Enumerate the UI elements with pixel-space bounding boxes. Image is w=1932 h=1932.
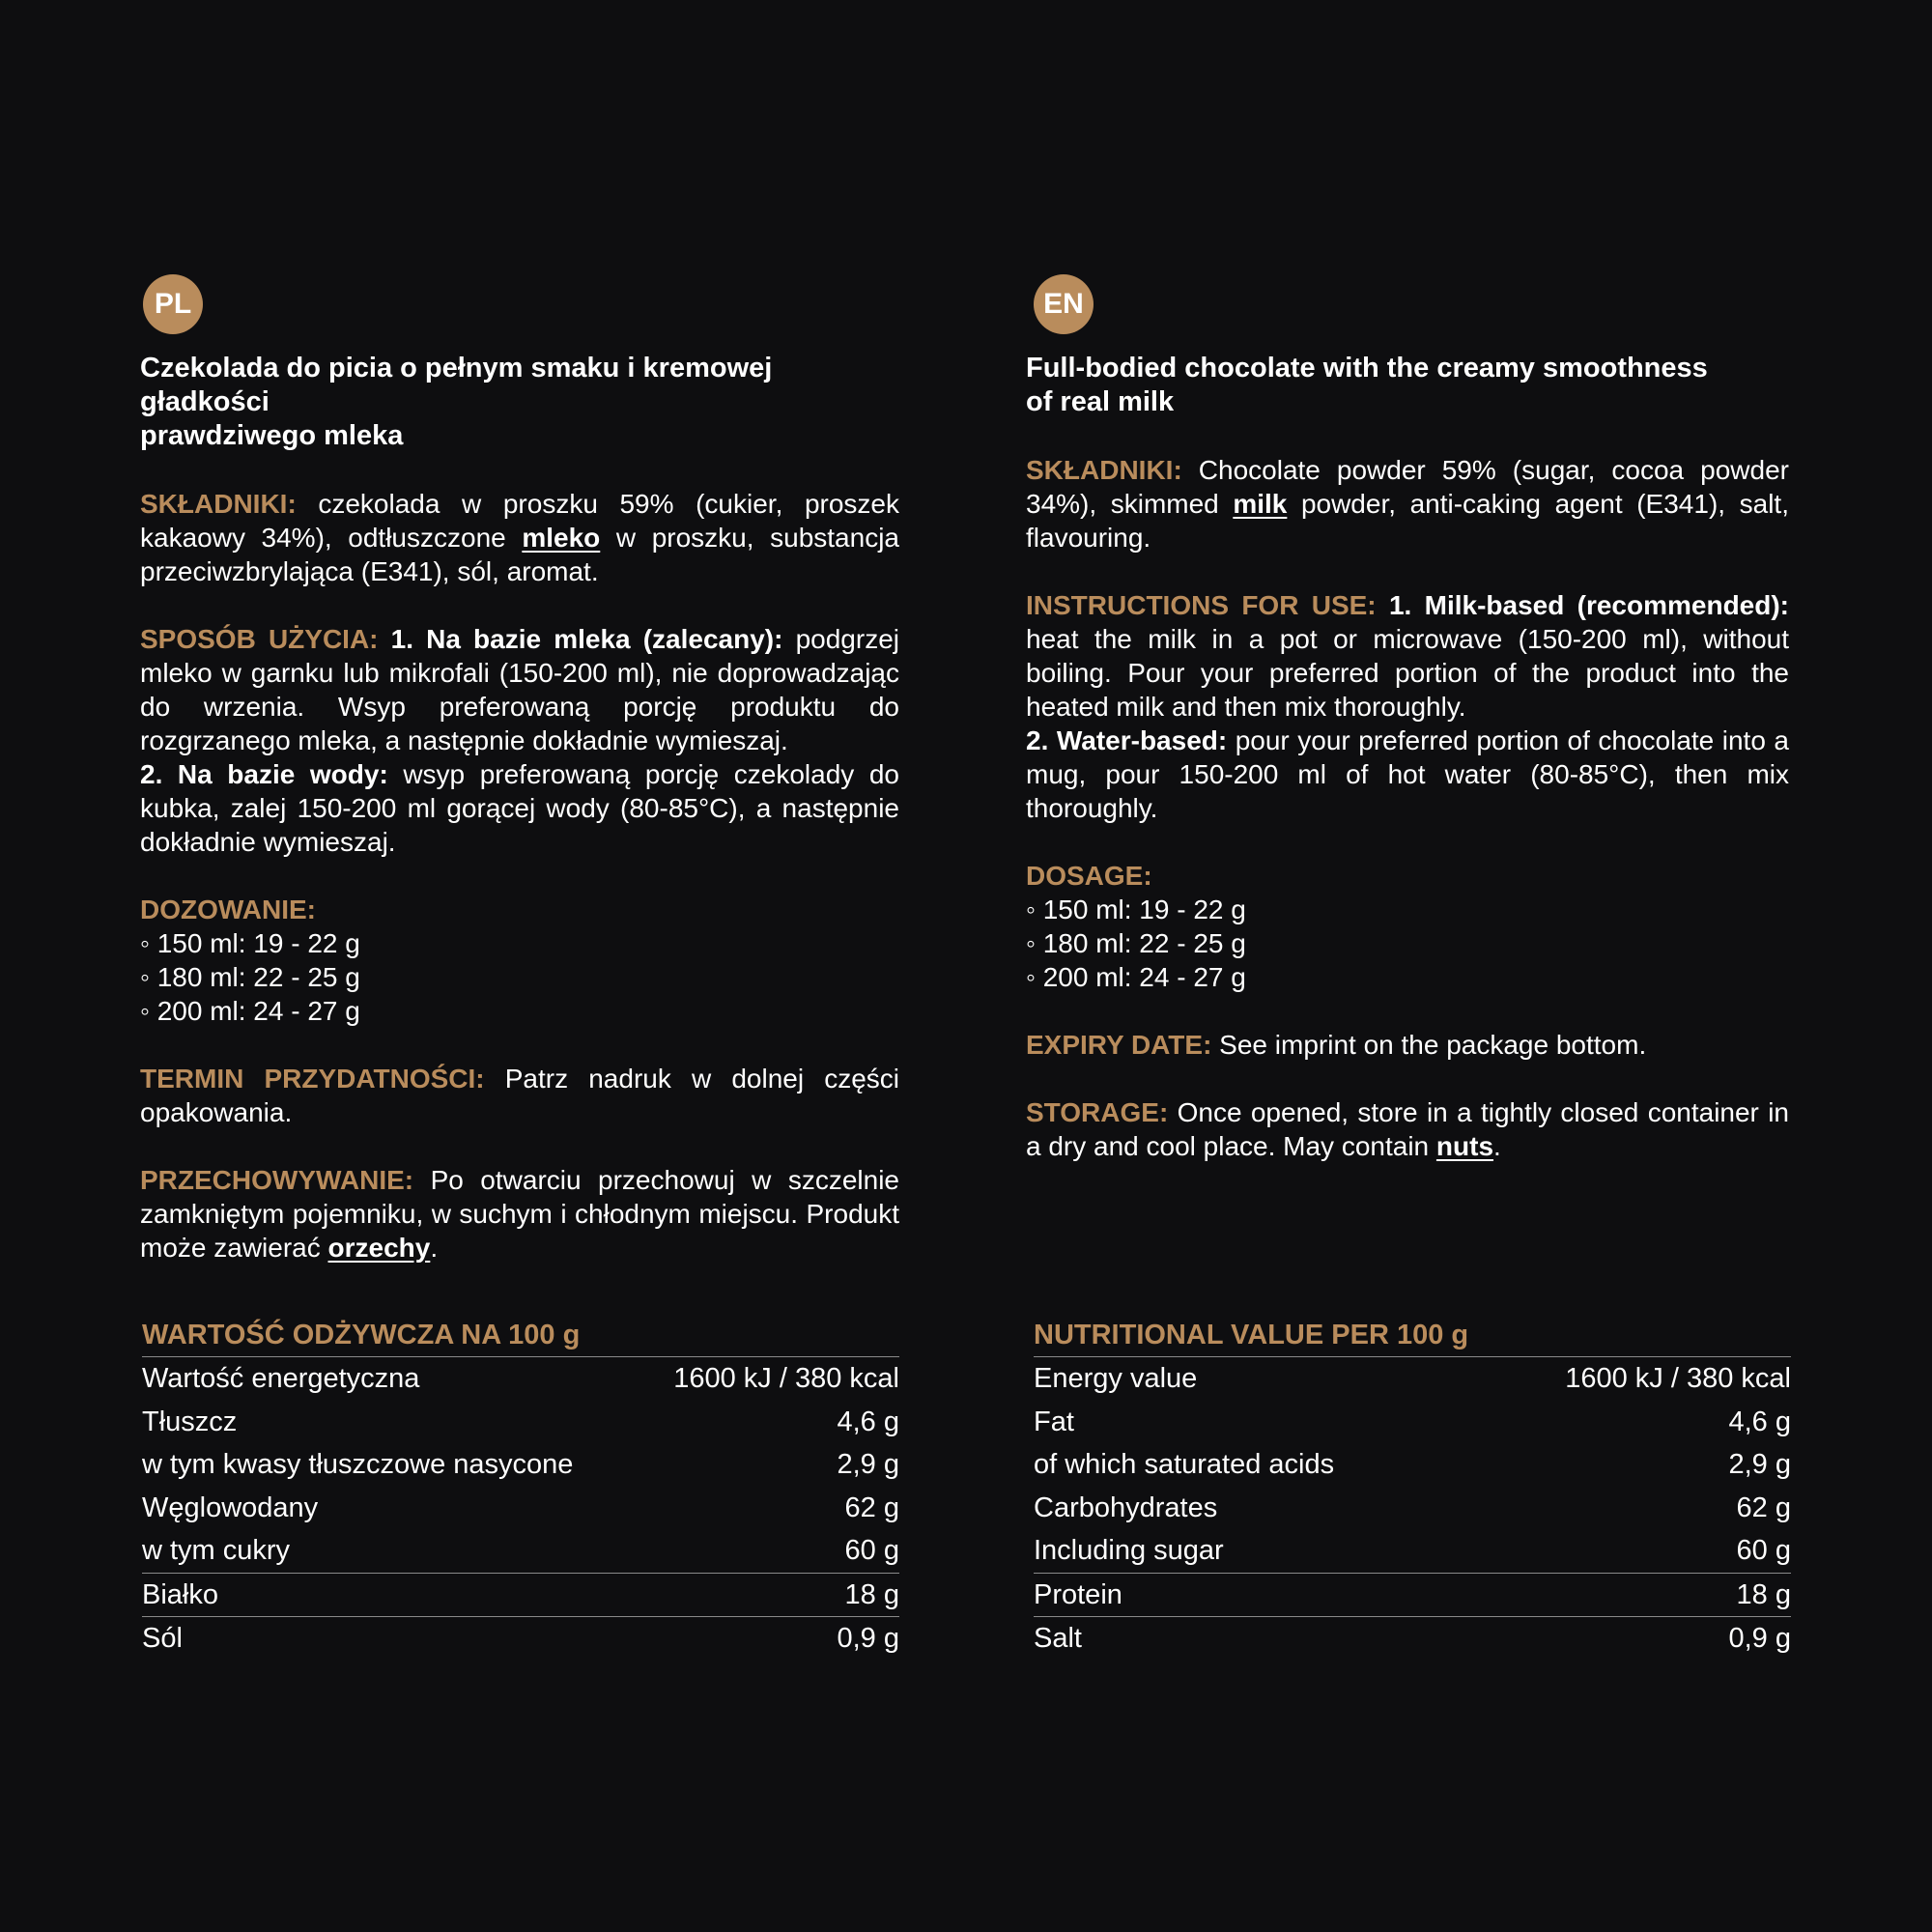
nutrient-name: Including sugar [1034,1535,1224,1566]
nutrition-row [142,1487,899,1530]
english-column [1026,274,1789,1163]
nutrient-name: Energy value [1034,1363,1198,1394]
nutrient-name: of which saturated acids [1034,1449,1335,1480]
nutrient-name: Protein [1034,1578,1122,1610]
storage-text: Once opened, store in a tightly closed container in a dry and cool place. May contain [1026,1097,1789,1161]
usage-method-2-label: 2. Water-based: [1026,725,1228,755]
headline-line-1: Full-bodied chocolate with the creamy smoothness [1026,353,1708,384]
expiry-text: See imprint on the package bottom. [1211,1030,1647,1060]
nutrition-table-en [1034,1314,1791,1661]
ingredients-text: Chocolate powder 59% (sugar, cocoa powder 34%), skimmed [1026,455,1789,519]
nutrient-value: 62 g [1736,1492,1791,1523]
headline-line-1: Czekolada do picia o pełnym smaku i kremowej gładkości [140,353,773,417]
nutrient-name: Białko [142,1578,218,1610]
expiry-label: EXPIRY DATE: [1026,1030,1212,1060]
nutrient-value: 60 g [1736,1535,1791,1566]
nutrition-row [142,1574,899,1618]
ingredients-text-end: powder, anti-caking agent (E341), salt, flavouring. [1026,489,1789,553]
ingredients-label: SKŁADNIKI: [140,489,297,519]
nutrient-value: 0,9 g [837,1623,899,1654]
storage-section [140,1163,899,1264]
usage-section [1026,588,1789,825]
nutrient-name: Salt [1034,1623,1082,1654]
nutrient-value: 18 g [844,1578,899,1610]
nutrient-value: 60 g [844,1535,899,1566]
usage-label: SPOSÓB UŻYCIA: [140,624,379,654]
product-headline [1026,352,1789,419]
nutrition-title: NUTRITIONAL VALUE PER 100 g [1034,1314,1791,1357]
nutrient-value: 2,9 g [837,1449,899,1480]
nutrition-row [142,1529,899,1574]
storage-section [1026,1095,1789,1163]
nutrient-value: 0,9 g [1728,1623,1791,1654]
ingredients-label: SKŁADNIKI: [1026,455,1182,485]
allergen-milk: mleko [522,523,601,553]
dosage-item: ◦ 180 ml: 22 - 25 g [140,962,360,992]
nutrient-value: 62 g [844,1492,899,1523]
nutrient-name: Węglowodany [142,1492,319,1523]
allergen-milk: milk [1233,489,1288,519]
nutrition-row [1034,1487,1791,1530]
nutrient-value: 1600 kJ / 380 kcal [673,1363,899,1394]
nutrition-row [1034,1443,1791,1487]
dosage-label: DOSAGE: [1026,861,1152,891]
ingredients-text-end: w proszku, substancja przeciwzbrylająca (E341), sól, aromat. [140,523,899,586]
dosage-item: ◦ 200 ml: 24 - 27 g [140,996,360,1026]
headline-line-2: of real milk [1026,386,1175,417]
nutrition-row [142,1357,899,1401]
product-headline [140,352,899,453]
usage-method-1-text: podgrzej mleko w garnku lub mikrofali (150-200 ml), nie doprowadzając do wrzenia. Wsyp preferowaną porcję produktu do rozgrzanego mleka, a następnie dokładnie wymieszaj. [140,624,899,755]
storage-label: PRZECHOWYWANIE: [140,1165,414,1195]
storage-text: Po otwarciu przechowuj w szczelnie zamkniętym pojemniku, w suchym i chłodnym miejscu. Produkt może zawierać [140,1165,899,1263]
nutrition-row [1034,1617,1791,1661]
nutrition-table-pl [142,1314,899,1661]
nutrient-value: 18 g [1736,1578,1791,1610]
storage-text-end: . [1493,1131,1501,1161]
nutrient-name: Wartość energetyczna [142,1363,420,1394]
nutrient-name: Sól [142,1623,183,1654]
expiry-text: Patrz nadruk w dolnej części opakowania. [140,1064,899,1127]
ingredients-text: czekolada w proszku 59% (cukier, proszek kakaowy 34%), odtłuszczone [140,489,899,553]
language-badge-en: EN [1034,274,1094,334]
dosage-section [140,893,899,1028]
nutrient-value: 1600 kJ / 380 kcal [1565,1363,1791,1394]
usage-label: INSTRUCTIONS FOR USE: [1026,590,1377,620]
usage-method-1-text: heat the milk in a pot or microwave (150-200 ml), without boiling. Pour your preferred portion of the product into the heated milk and then mix thoroughly. [1026,624,1789,722]
nutrition-row [1034,1529,1791,1574]
dosage-section [1026,859,1789,994]
dosage-label: DOZOWANIE: [140,895,316,924]
usage-section [140,622,899,859]
nutrition-row [1034,1574,1791,1618]
nutrient-value: 4,6 g [837,1406,899,1437]
ingredients-section [140,487,899,588]
nutrient-name: w tym cukry [142,1535,291,1566]
allergen-nuts: nuts [1435,1131,1494,1161]
nutrient-value: 4,6 g [1728,1406,1791,1437]
nutrition-row [142,1401,899,1444]
nutrient-name: Fat [1034,1406,1074,1437]
nutrient-value: 2,9 g [1728,1449,1791,1480]
dosage-item: ◦ 200 ml: 24 - 27 g [1026,962,1246,992]
nutrition-title: WARTOŚĆ ODŻYWCZA NA 100 g [142,1314,899,1357]
nutrition-row [1034,1357,1791,1401]
polish-column [140,274,899,1264]
dosage-item: ◦ 180 ml: 22 - 25 g [1026,928,1246,958]
language-badge-pl: PL [143,274,203,334]
nutrition-row [142,1443,899,1487]
usage-method-1-label: 1. Milk-based (recommended): [1376,590,1790,620]
nutrient-name: Carbohydrates [1034,1492,1218,1523]
nutrient-name: Tłuszcz [142,1406,238,1437]
storage-label: STORAGE: [1026,1097,1169,1127]
nutrition-row [142,1617,899,1661]
dosage-item: ◦ 150 ml: 19 - 22 g [140,928,360,958]
usage-method-2-label: 2. Na bazie wody: [140,759,388,789]
storage-text-end: . [430,1233,439,1263]
allergen-nuts: orzechy [327,1233,431,1263]
usage-method-2-text: pour your preferred portion of chocolate into a mug, pour 150-200 ml of hot water (80-85°C), then mix thoroughly. [1026,725,1789,823]
headline-line-2: prawdziwego mleka [140,420,404,451]
expiry-section [140,1062,899,1129]
nutrition-row [1034,1401,1791,1444]
expiry-label: TERMIN PRZYDATNOŚCI: [140,1064,485,1094]
expiry-section [1026,1028,1789,1062]
usage-method-1-label: 1. Na bazie mleka (zalecany): [378,624,783,654]
dosage-item: ◦ 150 ml: 19 - 22 g [1026,895,1246,924]
nutrient-name: w tym kwasy tłuszczowe nasycone [142,1449,574,1480]
ingredients-section [1026,453,1789,554]
usage-method-2-text: wsyp preferowaną porcję czekolady do kubka, zalej 150-200 ml gorącej wody (80-85°C), a następnie dokładnie wymieszaj. [140,759,899,857]
